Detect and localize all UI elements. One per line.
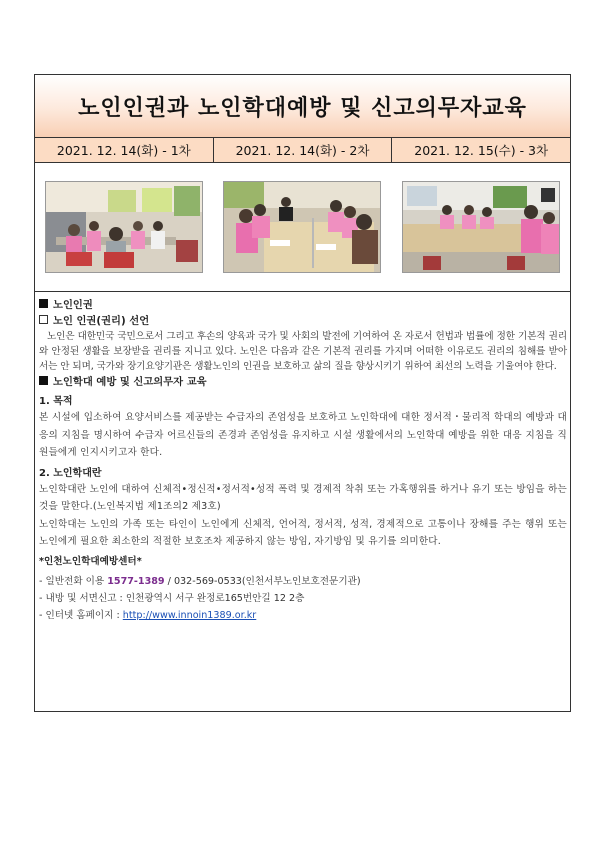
session-dates-row — [35, 138, 570, 163]
section-header-human-rights — [39, 298, 567, 313]
definition-paragraph-1: 노인학대란 노인에 대하여 신체적•정신적•정서적•성적 폭력 및 경제적 착취 또는 가혹행위를 하거나 유기 또는 방임을 하는 것을 말한다.(노인복지법 제1조의2 제3호) — [39, 483, 567, 512]
open-square-bullet-icon — [39, 315, 48, 324]
homepage-link[interactable]: http://www.innoin1389.or.kr — [122, 609, 257, 621]
photo-cell-2 — [213, 163, 391, 291]
contact-list — [39, 573, 567, 624]
photo-cell-1 — [35, 163, 213, 291]
definition-paragraph-2: 노인학대는 노인의 가족 또는 타인이 노인에게 신체적, 언어적, 정서적, 성적, 경제적으로 고통이나 장해를 주는 행위 또는 노인에게 필요한 최소한의 적절한 보호조차 제공하지 않는 방임, 자기방임 및 유기를 의미한다. — [39, 518, 567, 547]
filled-square-bullet-icon — [39, 376, 48, 385]
filled-square-bullet-icon — [39, 299, 48, 308]
contact-visit: - 내방 및 서면신고 : 인천광역시 서구 완정로165번안길 12 2층 — [39, 592, 305, 604]
title-banner — [35, 75, 570, 138]
training-photo-1 — [45, 181, 203, 273]
section-header-abuse-prevention — [39, 375, 567, 390]
item-title-definition: 2. 노인학대란 — [39, 467, 102, 479]
declaration-paragraph: 노인은 대한민국 국민으로서 그리고 후손의 양육과 국가 및 사회의 발전에 기여하여 온 자로서 헌법과 법률에 정한 기본적 권리와 안정된 생활을 보장받을 권리를 지니고 있다. 노인은 다음과 같은 기본적 권리를 가지며 어떠한 이유로도 권리의 침해를 받아서는 안 되며, 국가와 장기요양기관은 생활노인의 인권을 보호하고 삶의 질을 향상시키기 위하여 최선의 노력을 기울여야 한다. — [39, 331, 567, 372]
session-date-1: 2021. 12. 14(화) - 1차 — [35, 138, 214, 162]
subheader-text: 노인 인권(권리) 선언 — [53, 315, 150, 327]
page-title: 노인인권과 노인학대예방 및 신고의무자교육 — [78, 95, 527, 121]
item-title-purpose: 1. 목적 — [39, 396, 73, 407]
session-date-3: 2021. 12. 15(수) - 3차 — [414, 143, 549, 158]
hotline-number: 1577-1389 — [107, 575, 165, 587]
training-photo-3 — [402, 181, 560, 273]
center-title: *인천노인학대예방센터* — [39, 555, 142, 567]
phone-prefix: - 일반전화 이용 — [39, 575, 108, 587]
subheader-declaration — [39, 314, 567, 329]
session-date-2: 2021. 12. 14(화) - 2차 — [214, 138, 393, 162]
section-header-text: 노인인권 — [53, 299, 93, 311]
web-prefix: - 인터넷 홈페이지 : — [39, 609, 123, 621]
photo-cell-3 — [392, 163, 570, 291]
section-header-text: 노인학대 예방 및 신고의무자 교육 — [53, 376, 207, 388]
document-frame — [34, 74, 571, 712]
training-photo-2 — [223, 181, 381, 273]
contact-phone — [39, 573, 567, 590]
content-body — [39, 297, 567, 624]
contact-web — [39, 607, 567, 624]
phone-rest: / 032-569-0533(인천서부노인보호전문기관) — [164, 575, 361, 587]
photo-row — [35, 163, 570, 292]
purpose-paragraph: 본 시설에 입소하여 요양서비스를 제공받는 수급자의 존엄성을 보호하고 노인학대에 대한 정서적・물리적 학대의 예방과 대응의 지침을 명시하여 수급자 어르신들의 존경과 존엄성을 유지하고 시설 생활에서의 노인학대 예방을 위한 대응 지침을 직원들에게 인지시키고자 한다. — [39, 412, 567, 458]
